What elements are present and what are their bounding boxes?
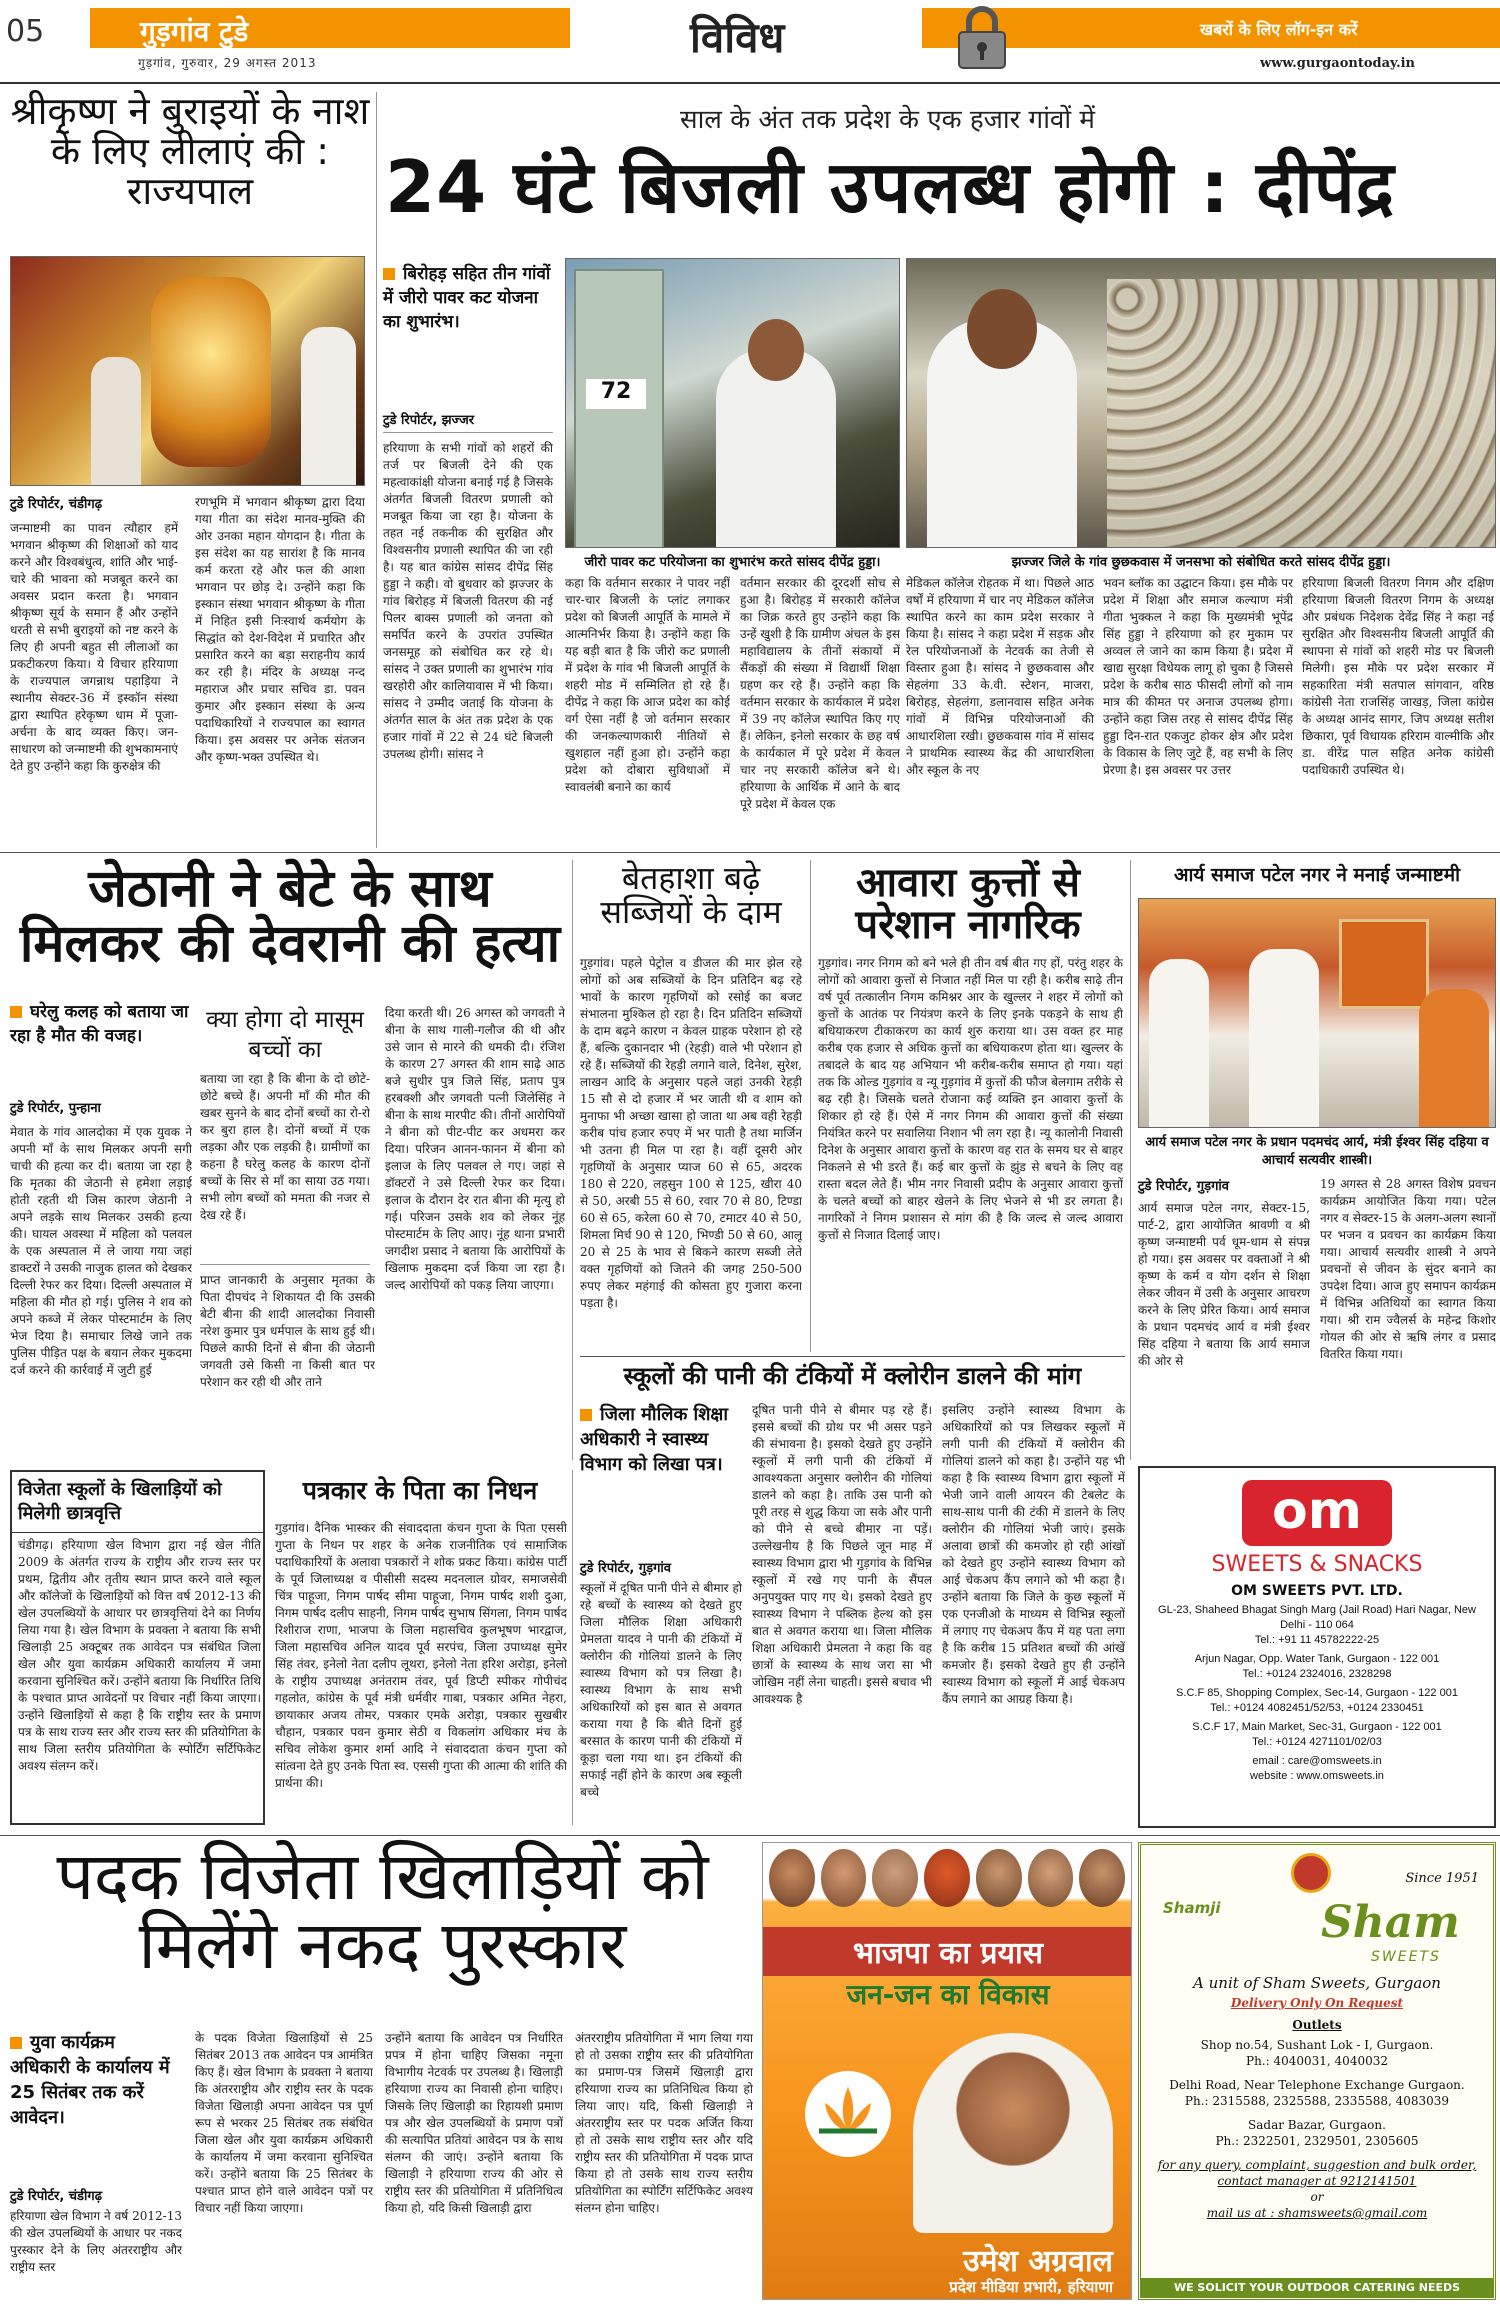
sham-query: for any query, complaint, suggestion and bulk order, contact manager at 9212141501 bbox=[1157, 2158, 1477, 2188]
medal-subhead bbox=[10, 2030, 180, 2130]
vegetables-text: गुड़गांव। पहले पेट्रोल व डीजल की मार झेल रहे लोगों को अब सब्जियों के दिन प्रतिदिन बढ़ रहे भावों के कारण गृहणियों को रसोई का बजट संभालना मुश्किल हो रहा है। दिन प्रतिदिन सब्जियों के दाम बढ़ने कारण न केवल ग्राहक परेशान हो रहे हैं, बल्कि दुकानदार भी (रेहड़ी) वाले भी परेशान हो रहे हैं। सब्जियों की रेहड़ी लगाने वाले, दिनेश, सुरेश, लाखन आदि के अनुसार पहले जहां उनकी रेहड़ी 15 सौ से दो हजार में भर जाती थी व शाम को मुनाफा भी अच्छा खासा हो जाता था अब वही रेहड़ी करीब पांच हजार रुपए में भर पाती है तथा मार्जिन भी उतना ही मिल पा रहा है। वहीं दूसरी ओर गृहणियों के अनुसार प्याज 60 से 65, अदरक 180 से 220, लहसुन 100 से 125, खीरा 40 से 50, अरबी 55 से 60, रवार 70 से 80, टिण्डा 60 से 65, करेला 60 से 70, टमाटर 40 से 50, शिमला मिर्च 90 से 120, भिण्डी 50 से 60, आलू 20 से 25 के भाव से बिकने कारण सब्जी लेते वक्त गृहणियों को जितने की जगह 250-500 रुपए लेकर महंगाई की कोसता हुए गुजारा करना पड़ता है। bbox=[580, 956, 802, 1310]
power-photo-2-caption: झज्जर जिले के गांव छुछकवास में जनसभा को संबोधित करते सांसद दीपेंद्र हुड्डा। bbox=[1011, 555, 1391, 570]
medal-byline: टुडे रिपोर्टर, चंडीगढ़ bbox=[10, 2189, 103, 2204]
power-kicker: साल के अंत तक प्रदेश के एक हजार गांवों में bbox=[680, 105, 1095, 135]
power-col-2: कहा कि वर्तमान सरकार ने पावर नहीं चार-चार बिजली के प्लांट लगाकर प्रदेश को बिजली आपूर्ति के मामले में आत्मनिर्भर किया है। उन्होंने कहा कि यह बड़ी बात है कि जीरो कट प्रणाली में प्रदेश के गांव भी बिजली आपूर्ति के शहरी मोड में सम्मिलित हो रहे हैं। दीपेंद्र ने कहा कि आज प्रदेश का कोई वर्ग ऐसा नहीं है जो वर्तमान सरकार की जनकल्याणकारी नीतियों से खुशहाल नहीं हुआ हो। उन्होंने कहा प्रदेश को दोबारा सुविधाओं में स्वावलंबी बनाने का कार्य bbox=[565, 576, 730, 794]
om-logo: om bbox=[1242, 1480, 1392, 1546]
om-tel-3: Tel.: +0124 4082451/52/53, +0124 2330451 bbox=[1210, 1702, 1424, 1714]
om-company: OM SWEETS PVT. LTD. bbox=[1231, 1583, 1403, 1599]
medal-col-1: हरियाणा खेल विभाग ने वर्ष 2012-13 की खेल उपलब्धियों के आधार पर नकद पुरस्कार देने के लिए अंतरराष्ट्रीय और राष्ट्रीय स्तर bbox=[10, 2209, 182, 2274]
vegetables-headline: बेतहाशा बढ़े सब्जियों के दाम bbox=[600, 859, 782, 931]
water-headline: स्कूलों की पानी की टंकियों में क्लोरीन डालने की मांग bbox=[623, 1362, 1082, 1390]
power-photo-1-caption: जीरो पावर कट परियोजना का शुभारंभ करते सांसद दीपेंद्र हुड्डा। bbox=[584, 555, 881, 570]
power-subhead bbox=[383, 262, 553, 334]
bullet-square-icon bbox=[580, 1409, 592, 1421]
murder-subhead bbox=[10, 1000, 190, 1048]
bjp-line-2: जन-जन का विकास bbox=[846, 1978, 1050, 2011]
water-col-1: स्कूलों में दूषित पानी पीने से बीमार हो रहे बच्चों के स्वास्थ्य को देखते हुए जिला मौलिक शिक्षा अधिकारी प्रेमलता यादव ने पानी की टंकियों में क्लोरीन की गोलियां डालने के लिए स्वास्थ्य विभाग को पत्र लिखा है। स्वास्थ्य विभाग के साथ सभी अधिकारियों को इस बात से अवगत कराया गया है कि बीते दिनों हुई बरसात के कारण पानी की टंकियों में कूड़ा चला गया था। इन टंकियों की सफाई नहीं होने के कारण अब स्कूली बच्चे bbox=[580, 1581, 742, 1799]
governor-photo bbox=[10, 256, 365, 486]
power-subhead-text: बिरोहड़ सहित तीन गांवों में जीरो पावर कट योजना का शुभारंभ। bbox=[383, 264, 551, 332]
medal-subhead-text: युवा कार्यक्रम अधिकारी के कार्यालय में 25 सितंबर तक करें आवेदन। bbox=[10, 2032, 170, 2128]
scholarship-headline: विजेता स्कूलों के खिलाड़ियों को मिलेगी छात्रवृत्ति bbox=[12, 1472, 263, 1533]
water-subhead bbox=[580, 1402, 730, 1477]
water-byline: टुडे रिपोर्टर, गुड़गांव bbox=[580, 1561, 671, 1576]
bullet-square-icon bbox=[383, 268, 395, 280]
power-photo-1: 72 bbox=[565, 258, 900, 548]
aryasamaj-col-2: 19 अगस्त से 28 अगस्त विशेष प्रवचन कार्यक्रम आयोजित किया गया। पटेल नगर व सेक्टर-15 के अलग-अलग स्थानों पर भजन व प्रवचन का कार्यक्रम किया गया। आचार्य सत्यवीर शास्त्री ने अपने प्रवचनों से जीवन के सुंदर बनाने का उपदेश दिया। आज हुए समापन कार्यक्रम में विभिन्न अतिथियों का स्वागत किया गया। श्री राम ज्वैलर्स के महेन्द्र किशोर गोयल की ओर से ऋषि लंगर व प्रसाद वितरित किया गया। bbox=[1320, 1177, 1496, 1361]
sham-or: or bbox=[1310, 2190, 1324, 2204]
sham-outlets-title: Outlets bbox=[1292, 2018, 1342, 2032]
murder-headline: जेठानी ने बेटे के साथ मिलकर की देवरानी की हत्या bbox=[19, 859, 561, 974]
bullet-square-icon bbox=[10, 2037, 22, 2049]
bjp-candidate-title: प्रदेश मीडिया प्रभारी, हरियाणा bbox=[949, 2278, 1113, 2296]
murder-sidebox bbox=[200, 1005, 370, 1255]
sham-outlet-1-phone: Ph.: 4040031, 4040032 bbox=[1246, 2054, 1388, 2068]
aryasamaj-byline: टुडे रिपोर्टर, गुड़गांव bbox=[1138, 1179, 1229, 1194]
aryasamaj-headline: आर्य समाज पटेल नगर ने मनाई जन्माष्टमी bbox=[1173, 864, 1461, 886]
power-col-3: वर्तमान सरकार की दूरदर्शी सोच से हुआ है। बिरोहड़ में सरकारी कॉलेज का जिक्र करते हुए उन्होंने कहा कि उन्हें खुशी है कि ग्रामीण अंचल के इस महाविद्यालय के तीनों संकायों में सैंकड़ों की संख्या में विद्यार्थी शिक्षा ग्रहण कर रहे हैं। उन्होंने कहा कि वर्तमान सरकार के कार्यकाल में प्रदेश में 39 नए कॉलेज स्थापित किए गए हैं। लेकिन, इनेलो सरकार के छह वर्ष के कार्यकाल में पूरे प्रदेश में केवल चार नए सरकारी कॉलेज बने थे। हरियाणा के आर्थिक में आने के बाद पूरे प्रदेश में केवल एक bbox=[740, 576, 900, 811]
om-tagline: SWEETS & SNACKS bbox=[1211, 1552, 1423, 1577]
sham-emblem-icon bbox=[1291, 1853, 1331, 1893]
aryasamaj-photo-caption: आर्य समाज पटेल नगर के प्रधान पदमचंद आर्य, मंत्री ईश्वर सिंह दहिया व आचार्य सत्यवीर शास्त्री। bbox=[1145, 1135, 1489, 1168]
sham-since: Since 1951 bbox=[1405, 1871, 1479, 1886]
sham-mail[interactable]: mail us at : shamsweets@gmail.com bbox=[1206, 2206, 1428, 2220]
om-address-3: S.C.F 85, Shopping Complex, Sec-14, Gurgaon - 122 001 bbox=[1176, 1687, 1458, 1699]
login-link[interactable]: खबरों के लिए लॉग-इन करें bbox=[1200, 20, 1358, 39]
bullet-square-icon bbox=[10, 1006, 22, 1018]
page-number: 05 bbox=[6, 14, 45, 49]
sham-outlet-1: Shop no.54, Sushant Lok - I, Gurgaon. bbox=[1200, 2038, 1434, 2052]
water-col-3: इसलिए उन्होंने स्वास्थ्य विभाग के अधिकारियों को पत्र लिखकर स्कूलों में लगी पानी की टंकियों में क्लोरीन की गोलियां डालने को कहा है। उन्होंने यह भी कहा है कि स्वास्थ्य विभाग द्वारा स्कूलों में भेजी जाने वाली आयरन की टेबलेट के साथ-साथ पानी की टंकी में डालने के लिए क्लोरीन की गोलियां भेजी जाएं। इसके अलावा छात्रों की कमजोर हो रही आंखों को देखते हुए उन्होंने स्वास्थ्य विभाग को आई चेकअप कैंप लगाने को भी कहा है। उन्होंने बताया कि जिले के कुछ स्कूलों में एक एनजीओ के माध्यम से विभिन्न स्कूलों में लगाए गए चेकअप कैंप में यह पता लगा है कि करीब 15 प्रतिशत बच्चों की आंखें कमजोर हैं। इसको देखते हुए ही उन्होंने स्वास्थ्य विभाग को स्कूलों में आई चेकअप कैंप लगाने का आग्रह किया है। bbox=[942, 1403, 1125, 1706]
website-link[interactable]: www.gurgaontoday.in bbox=[1260, 56, 1415, 71]
power-col-1: हरियाणा के सभी गांवों को शहरों की तर्ज पर बिजली देने की एक महत्वाकांक्षी योजना बनाई गई है जिसके अंतर्गत बिजली वितरण प्रणाली को मजबूत किया जा रहा है। योजना के तहत नई तकनीक की सुरक्षित और विश्वसनीय प्रणाली स्थापित की जा रही है। यह बात कांग्रेस सांसद दीपेंद्र सिंह हुड्डा ने कही। वो बुधवार को झज्जर के गांव बिरोहड़ में बिजली वितरण की नई पिलर बाक्स प्रणाली को जनता को समर्पित करने के उपरांत उपस्थित जनसमूह को संबोधित कर रहे थे। सांसद ने उक्त प्रणाली का शुभारंभ गांव खरहोरी और कालियावास में भी किया। सांसद ने उम्मीद जताई कि योजना के अंतर्गत साल के अंत तक प्रदेश के एक हजार गांवों में 22 से 24 घंटे बिजली उपलब्ध होगी। सांसद ने bbox=[383, 441, 553, 761]
murder-subhead-text: घरेलु कलह को बताया जा रहा है मौत की वजह। bbox=[10, 1002, 189, 1046]
om-address-1: GL-23, Shaheed Bhagat Singh Marg (Jail Road) Hari Nagar, New Delhi - 110 064 bbox=[1158, 1604, 1476, 1631]
om-tel-2: Tel.: +0124 2324016, 2328298 bbox=[1242, 1668, 1392, 1680]
murder-sidebox-title: क्या होगा दो मासूम बच्चों का bbox=[206, 1007, 364, 1063]
governor-col-1: जन्माष्टमी का पावन त्यौहार हमें भगवान श्रीकृष्ण की शिक्षाओं को याद करने और विश्वबंधुत्व, शांति और भाई-चारे की भावना को मजबूत करने का अवसर प्रदान करता है। भगवान श्रीकृष्ण सूर्य के समान हैं और उन्होंने धरती से सभी बुराइयों को नष्ट करने के लिए ही अपनी बहुत सी लीलाओं का प्रकटीकरण किया। ये विचार हरियाणा के राज्यपाल जगन्नाथ पहाड़िया ने स्थानीय सेक्टर-36 में इस्कॉन संस्था द्वारा स्थापित हरेकृष्ण धाम में पूजा-अर्चना के बाद व्यक्त किए। जन-साधारण को जन्माष्टमी की शुभकामनाएं देते हुए उन्होंने कहा कि कुरुक्षेत्र की bbox=[10, 521, 178, 773]
lotus-icon bbox=[803, 2069, 893, 2159]
murder-col-1: मेवात के गांव आलदोका में एक युवक ने अपनी माँ के साथ मिलकर अपनी सगी चाची की हत्या कर दी। बताया जा रहा है कि मृतका की जेठानी से हमेशा लड़ाई होती रहती थी जिस कारण जेठानी ने अपने लड़के साथ मिलकर उसकी हत्या की। घायल अवस्था में महिला को पलवल के एक अस्पताल में ले जाया गया जहां डाक्टरों ने उसकी नाजुक हालत को देखकर दिल्ली रेफर कर दिया। दिल्ली अस्पताल में महिला की मौत हो गई। पुलिस ने शव को अपने कब्जे में लेकर पोस्टमार्टम के लिए भेज दिया है। समाचार लिखे जाने तक पुलिस पीड़ित पक्ष के बयान लेकर मुकदमा दर्ज करने की कार्रवाई में जुटी हुई bbox=[10, 1125, 192, 1377]
om-tel-4: Tel.: +0124 4271101/02/03 bbox=[1252, 1736, 1382, 1748]
dogs-text: गुड़गांव। नगर निगम को बने भले ही तीन वर्ष बीत गए हों, परंतु शहर के लोगों को आवारा कुत्तों से निजात नहीं मिल पा रही है। करीब साढ़े तीन वर्ष पूर्व तत्कालीन निगम कमिश्नर आर के खुल्लर ने शहर में लोगों को कुत्तों के आतंक पर नियंत्रण करने के लिए इनके पकड़ने के साथ ही बधियाकरण टीकाकरण का कार्य शुरु कराया था। उस वक्त हर माह करीब एक हजार से अधिक कुत्तों का बधियाकरण होता था। खुल्लर के तबादले के बाद यह अभियान भी करीब-करीब समाप्त हो गया। यहां तक कि ओल्ड गुड़गांव व न्यू गुड़गांव में कुत्तों की फौज बेलगाम तरीके से बढ़ रही है। जिसके चलते रोजाना कई व्यक्ति इन आवारा कुत्तों के शिकार हो रहे हैं। ऐसे में नगर निगम की आवारा कुत्तों की संख्या नियंत्रित करने पर सवालिया निशान भी लग रहा है। न्यू कालोनी निवासी दिनेश के अनुसार आवारा कुत्तों के कारण वह रात के समय घर से बाहर निकलने से भी डरते हैं। कई बार कुत्तों के झुंड से बचने के लिए वह रास्ता बदल लेते हैं। भीम नगर निवासी प्रदीप के अनुसार आवारा कुत्तों के चलते बच्चों को बाहर खेलने के लिए भेजने से भी डर लगता है। नागरिकों ने निगम प्रशासन से मांग की है कि जल्द से जल्द आवारा कुत्तों से निजात दिलाई जाए। bbox=[818, 956, 1123, 1242]
om-tel-1: Tel.: +91 11 45782222-25 bbox=[1254, 1634, 1380, 1646]
journalist-text: गुड़गांव। दैनिक भास्कर की संवाददाता कंचन गुप्ता के पिता एससी गुप्ता के निधन पर शहर के अनेक राजनीतिक एवं सामाजिक पदाधिकारियों के अलावा पत्रकारों ने शोक प्रकट किया। कांग्रेस पार्टी के पूर्व जिलाध्यक्ष व पीसीसी सदस्य मदनलाल ग्रोवर, समाजसेवी चिंत्र पाहूजा, निगम पार्षद सीमा पाहूजा, निगम पार्षद शशी दुआ, निगम पार्षद दलीप साहनी, निगम पार्षद सुभाष सिंगला, निगम पार्षद रिशीराज राणा, भाजपा के जिला महासचिव कुलभूषण भारद्वाज, जिला महासचिव अनिल यादव पूर्व सरपंच, जिला उपाध्यक्ष सुमेर सिंह तंवर, इनेलो नेता दलीप लूथरा, इनेलो नेता हरिश अरोड़ा, इनेलो के राष्ट्रीय उपाध्यक्ष अनंतराम तंवर, पूर्व डिप्टी स्पीकर गोपीचंद गहलोत, कांग्रेस के पूर्व मंत्री धर्मवीर गाबा, पत्रकार अमित नेहरा, छायाकार अजय तोमर, पत्रकार एमके अरोड़ा, पत्रकार सुखबीर चौहान, पत्रकार पवन कुमार सेठी व विकलांग अधिकार मंच के सचिव लोकेश कुमार शर्मा आदि ने संवाददाता कंचन गुप्ता को सांत्वना देते हुए उनके पिता स्व. एससी गुप्ता की आत्मा की शांति की प्रार्थना की। bbox=[275, 1521, 567, 1790]
medal-col-4: अंतरराष्ट्रीय प्रतियोगिता में भाग लिया गया हो तो उसका राष्ट्रीय स्तर की प्रतियोगिता का प्रमाण-पत्र जिसमें खिलाड़ी द्वारा हरियाणा राज्य का प्रतिनिधित्व किया हो लिया जाए। यदि, किसी खिलाड़ी ने अंतरराष्ट्रीय स्तर पर पदक अर्जित किया हो तो उसके साथ राष्ट्रीय स्तर और यदि राष्ट्रीय स्तर की प्रतियोगिता में पदक प्राप्त किया हो तो उसके साथ राज्य स्तरीय प्रतियोगिता का स्पोर्टिंग सर्टिफिकेट अवश्य संलग्न होना चाहिए। bbox=[575, 2031, 753, 2215]
medal-col-2: के पदक विजेता खिलाड़ियों से 25 सितंबर 2013 तक आवेदन पत्र आमंत्रित किए हैं। खेल विभाग के प्रवक्ता ने बताया कि अंतरराष्ट्रीय और राष्ट्रीय स्तर के पदक विजेता खिलाड़ी अपना आवेदन पत्र पूर्ण रूप से भरकर 25 सितंबर तक संबंधित जिला खेल और युवा कार्यक्रम अधिकारी के कार्यालय में जमा करवाना सुनिश्चित करें। उन्होंने बताया कि 25 सितंबर के पश्चात प्राप्त होने वाले आवेदन पत्रों पर विचार नहीं किया जाएगा। bbox=[195, 2031, 373, 2215]
sham-outlet-2-phone: Ph.: 2315588, 2325588, 2335588, 4083039 bbox=[1184, 2094, 1450, 2108]
sham-outlet-2: Delhi Road, Near Telephone Exchange Gurgaon. bbox=[1169, 2078, 1465, 2092]
murder-col-3: दिया करती थी। 26 अगस्त को जगवती ने बीना के साथ गाली-गलौज की थी और उसे जान से मारने की धमकी दी। रंजिश के कारण 27 अगस्त की शाम साढ़े आठ बजे सुधीर पुत्र जिले सिंह, प्रताप पुत्र हरबक्शी और जगवती पत्नी जिलेसिंह ने बीना के साथ मारपीट की। तीनों आरोपियों ने बीना को पीट-पीट कर अधमरा कर दिया। परिजन आनन-फानन में बीना को इलाज के लिए पलवल ले गए। जहां से डॉक्टरों ने उसे दिल्ली रेफर कर दिया। इलाज के दौरान देर रात बीना की मृत्यु हो गई। परिजन उसके शव को लेकर नूंह पोस्टमार्टम के लिए आए। नूंह थाना प्रभारी जगदीश प्रसाद ने बताया कि आरोपियों के खिलाफ मुकदमा दर्ज किया जा रहा है। जल्द आरोपियों को पकड़ लिया जाएगा। bbox=[385, 1006, 565, 1292]
bjp-line-1: भाजपा का प्रयास bbox=[763, 1927, 1132, 1976]
scholarship-text: चंडीगढ़। हरियाणा खेल विभाग द्वारा नई खेल नीति 2009 के अंतर्गत राज्य के राष्ट्रीय और राज्य स्तर पर प्रथम, द्वितीय और तृतीय स्थान प्राप्त करने वाले स्कूल और कॉलेजों के खिलाड़ियों को वित्त वर्ष 2012-13 की खेल उपलब्धियों के आधार पर छात्रवृत्तियां देने का निर्णय लिया गया है। खेल विभाग के प्रवक्ता ने बताया कि सभी खिलाड़ी 25 अक्टूबर तक आवेदन पत्र संबंधित जिला खेल और युवा कार्यक्रम अधिकारी कार्यालय में जमा करवाना सुनिश्चित करें। उन्होंने बताया कि निर्धारित तिथि के पश्चात प्राप्त आवेदनों पर विचार नहीं किया जाएगा। उन्होंने खिलाड़ियों से कहा है कि राष्ट्रीय स्तर के प्रमाण पत्र के साथ राज्य स्तर और राज्य स्तर की प्रतियोगिता के साथ जिला स्तरीय प्रतियोगिता के स्पोर्टिंग सर्टिफिकेट अवश्य संलग्न करें। bbox=[18, 1538, 261, 1773]
sham-brand-sub: SWEETS bbox=[1371, 1949, 1441, 1965]
om-address-2: Arjun Nagar, Opp. Water Tank, Gurgaon - 122 001 bbox=[1194, 1653, 1440, 1665]
bjp-candidate-name: उमेश अग्रवाल bbox=[963, 2244, 1113, 2279]
medal-col-3: उन्होंने बताया कि आवेदन पत्र निर्धारित प्रपत्र में होना चाहिए जिसका नमूना विभागीय नेटवर्क पर उपलब्ध है। खिलाड़ी हरियाणा राज्य का निवासी होना चाहिए। जिसके लिए खिलाड़ी का रिहायशी प्रमाण पत्र और खेल उपलब्धियों के प्रमाण पत्रों की सत्यापित प्रतियां आवेदन पत्र के साथ संलग्न की जाएं। उन्होंने बताया कि खिलाड़ी ने हरियाणा राज्य की ओर से राष्ट्रीय स्तर की प्रतियोगिता में प्रतिनिधित्व किया हो, यदि किसी खिलाड़ी द्वारा bbox=[385, 2031, 563, 2215]
sham-outlet-3-phone: Ph.: 2322501, 2329501, 2305605 bbox=[1215, 2134, 1419, 2148]
murder-byline: टुडे रिपोर्टर, पुन्हाना bbox=[10, 1101, 101, 1116]
om-website[interactable]: website : www.omsweets.in bbox=[1250, 1770, 1384, 1782]
om-sweets-ad[interactable] bbox=[1138, 1466, 1496, 1828]
water-col-2: दूषित पानी पीने से बीमार पड़ रहे हैं। इससे बच्चों की ग्रोथ पर भी असर पड़ने की संभावना है। इसको देखते हुए उन्होंने स्कूलों में लगी पानी की टंकियों में आवश्यकता अनुसार क्लोरीन की गोलियां डालने को कहा है। ताकि उस पानी को पूरी तरह से शुद्ध किया जा सके और पानी को पीने से बच्चे बीमार ना पड़ें। उल्लेखनीय है कि पिछले जून माह में स्वास्थ्य विभाग द्वारा भी गुड़गांव के विभिन्न स्कूलों में रखे गए पानी के सैंपल अनुपयुक्त पाए गए थे। इसको देखते हुए स्वास्थ्य विभाग ने पब्लिक हेल्थ को इस बात से अवगत कराया था। जिला मौलिक शिक्षा अधिकारी प्रेमलता ने कहा कि वह छात्रों के स्वास्थ्य के साथ जरा सा भी जोखिम नहीं लेना चाहती। इससे बचाव भी आवश्यक है bbox=[752, 1403, 932, 1706]
governor-headline: श्रीकृष्ण ने बुराइयों के नाश के लिए लीलाएं की : राज्यपाल bbox=[10, 89, 370, 213]
power-col-5: भवन ब्लॉक का उद्घाटन किया। इस मौके पर प्रदेश में शिक्षा और समाज कल्याण मंत्री गीता भुक्कल ने कहा कि मुख्यमंत्री भूपेंद्र सिंह हुड्डा ने हरियाणा को हर मुकाम पर अव्वल ले जाने का काम किया है। प्रदेश में खाद्य सुरक्षा विधेयक लागू हो चुका है जिससे प्रदेश के करीब साठ फीसदी लोगों को नाम मात्र की कीमत पर अनाज उपलब्ध होगा। उन्होंने कहा जिस तरह से सांसद दीपेंद्र सिंह हुड्डा दिन-रात एकजुट होकर क्षेत्र और प्रदेश के विकास के लिए जुटे हैं, वह सभी के लिए प्रेरणा है। इस अवसर पर उत्तर bbox=[1103, 576, 1293, 777]
sham-outlet-3: Sadar Bazar, Gurgaon. bbox=[1248, 2118, 1386, 2132]
masthead bbox=[0, 0, 1500, 78]
power-byline: टुडे रिपोर्टर, झज्जर bbox=[383, 413, 475, 428]
power-photo-2 bbox=[906, 258, 1496, 548]
sham-catering: WE SOLICIT YOUR OUTDOOR CATERING NEEDS bbox=[1141, 2278, 1493, 2297]
bjp-candidate-photo bbox=[913, 2033, 1113, 2233]
dateline: गुड़गांव, गुरुवार, 29 अगस्त 2013 bbox=[138, 56, 317, 70]
sham-sweets-ad[interactable] bbox=[1138, 1842, 1496, 2300]
sham-brand: Sham bbox=[1321, 1897, 1460, 1948]
governor-col-2: रणभूमि में भगवान श्रीकृष्ण द्वारा दिया गया गीता का संदेश मानव-मुक्ति की ओर उनका महान योगदान है। गीता के इस संदेश का यह सारांश है कि मानव कर्म करता रहे और फल की आशा भगवान पर छोड़ दे। उन्होंने कहा कि इस्कान संस्था भगवान श्रीकृष्ण के गीता में निहित इसी निःस्वार्थ कर्मयोग के सिद्धांत को देश-विदेश में प्रचारित और प्रसारित करने का बड़ा सराहनीय कार्य कर रही है। मंदिर के अध्यक्ष नन्द महाराज और प्रचार सचिव डा. पवन कुमार और इस्कान संस्था के अन्य पदाधिकारियों ने राज्यपाल का स्वागत किया। इस अवसर पर अनेक संतजन और कृष्ण-भक्त उपस्थित थे। bbox=[195, 495, 365, 764]
aryasamaj-col-1: आर्य समाज पटेल नगर, सेक्टर-15, पार्ट-2, द्वारा आयोजित श्रावणी व श्री कृष्ण जन्माष्टमी पर्व धूम-धाम से संपन्न हो गया। इस अवसर पर वक्ताओं ने श्री कृष्ण के कर्म व योग दर्शन से शिक्षा लेकर जीवन में उसी के अनुसार आचरण करने के लिए प्रेरित किया। आर्य समाज के प्रधान पदमचंद आर्य व मंत्री ईश्वर सिंह दहिया ने बताया कि आर्य समाज की ओर से bbox=[1138, 1201, 1310, 1368]
dogs-headline: आवारा कुत्तों से परेशान नागरिक bbox=[855, 860, 1081, 948]
power-col-4: मेडिकल कॉलेज रोहतक में था। पिछले आठ वर्षों में हरियाणा में चार नए मेडिकल कॉलेज स्थापित करने का काम प्रदेश सरकार ने किया है। सांसद ने कहा प्रदेश में सड़क और रेल परियोजनाओं के नेटवर्क का तेजी से विस्तार हुआ है। सांसद ने छुछकवास और सेहलंगा 33 के.वी. स्टेशन, माजरा, बिरोहड़, सेहलंगा, डलानवास सहित अनेक गांवों में विभिन्न परियोजनाओं की आधारशिला रखी। छुछकवास गांव में सांसद ने प्राथमिक स्वास्थ्य केंद्र की आधारशिला और स्कूल के नए bbox=[906, 576, 1094, 777]
power-headline: 24 घंटे बिजली उपलब्ध होगी : दीपेंद्र bbox=[385, 145, 1396, 229]
lock-icon bbox=[955, 2, 1009, 72]
bjp-leaders-strip bbox=[769, 1849, 1125, 1907]
power-col-6: हरियाणा बिजली वितरण निगम और दक्षिण हरियाणा बिजली वितरण निगम के अध्यक्ष और प्रबंधक निदेशक देवेंद्र सिंह ने कहा नई सुरक्षित और विश्वसनीय बिजली आपूर्ति की स्थापना से गांवों को शहरी मोड पर बिजली मिलेगी। इस मौके पर प्रदेश सरकार में सहकारिता मंत्री सतपाल सांगवान, वरिष्ठ कांग्रेसी नेता राजसिंह जाखड़, जिला कांग्रेस के अध्यक्ष आनंद सागर, जिप अध्यक्ष सतीश छिकारा, पूर्व विधायक हरिराम वाल्मीकि और डा. वीरेंद्र पाल सहित अनेक कांग्रेसी पदाधिकारी उपस्थित थे। bbox=[1302, 576, 1494, 777]
section-title: विविध bbox=[690, 13, 785, 62]
medal-headline: पदक विजेता खिलाड़ियों को मिलेंगे नकद पुरस्कार bbox=[56, 1838, 709, 1985]
water-subhead-text: जिला मौलिक शिक्षा अधिकारी ने स्वास्थ्य विभाग को लिखा पत्र। bbox=[580, 1404, 729, 1475]
murder-sidebox-text: बताया जा रहा है कि बीना के दो छोटे-छोटे बच्चे हैं। अपनी माँ की मौत की खबर सुनने के बाद दोनों बच्चों का रो-रो कर बुरा हाल है। दोनों बच्चों में एक लड़का और एक लड़की है। ग्रामीणों का कहना है घरेलु कलह के कारण दोनों बच्चों के सिर से माँ का साया उठ गया। सभी लोग बच्चों को ममता की नजर से देख रहे हैं। bbox=[200, 1072, 370, 1222]
sham-delivery: Delivery Only On Request bbox=[1230, 1996, 1404, 2010]
sham-unit-line: A unit of Sham Sweets, Gurgaon bbox=[1193, 1974, 1441, 1992]
murder-col-2: प्राप्त जानकारी के अनुसार मृतका के पिता दीपचंद ने शिकायत दी कि उसकी बेटी बीना की शादी आलदोका निवासी नरेश कुमार पुत्र धर्मपाल के साथ हुई थी। पिछले काफी दिनों से बीना की जेठानी जगवती उसे किसी ना किसी बात पर परेशान कर रही थी और ताने bbox=[200, 1273, 375, 1389]
om-email[interactable]: email : care@omsweets.in bbox=[1252, 1755, 1382, 1767]
paper-name: गुड़गांव टुडे bbox=[140, 15, 249, 48]
sham-small-logo: Shamji bbox=[1163, 1899, 1221, 1917]
governor-byline: टुडे रिपोर्टर, चंडीगढ़ bbox=[10, 497, 103, 512]
bjp-ad[interactable] bbox=[762, 1842, 1132, 2300]
aryasamaj-photo bbox=[1138, 898, 1496, 1128]
scholarship-box bbox=[10, 1470, 265, 1825]
journalist-headline: पत्रकार के पिता का निधन bbox=[302, 1476, 538, 1505]
om-address-4: S.C.F 17, Main Market, Sec-31, Gurgaon - 122 001 bbox=[1192, 1721, 1442, 1733]
